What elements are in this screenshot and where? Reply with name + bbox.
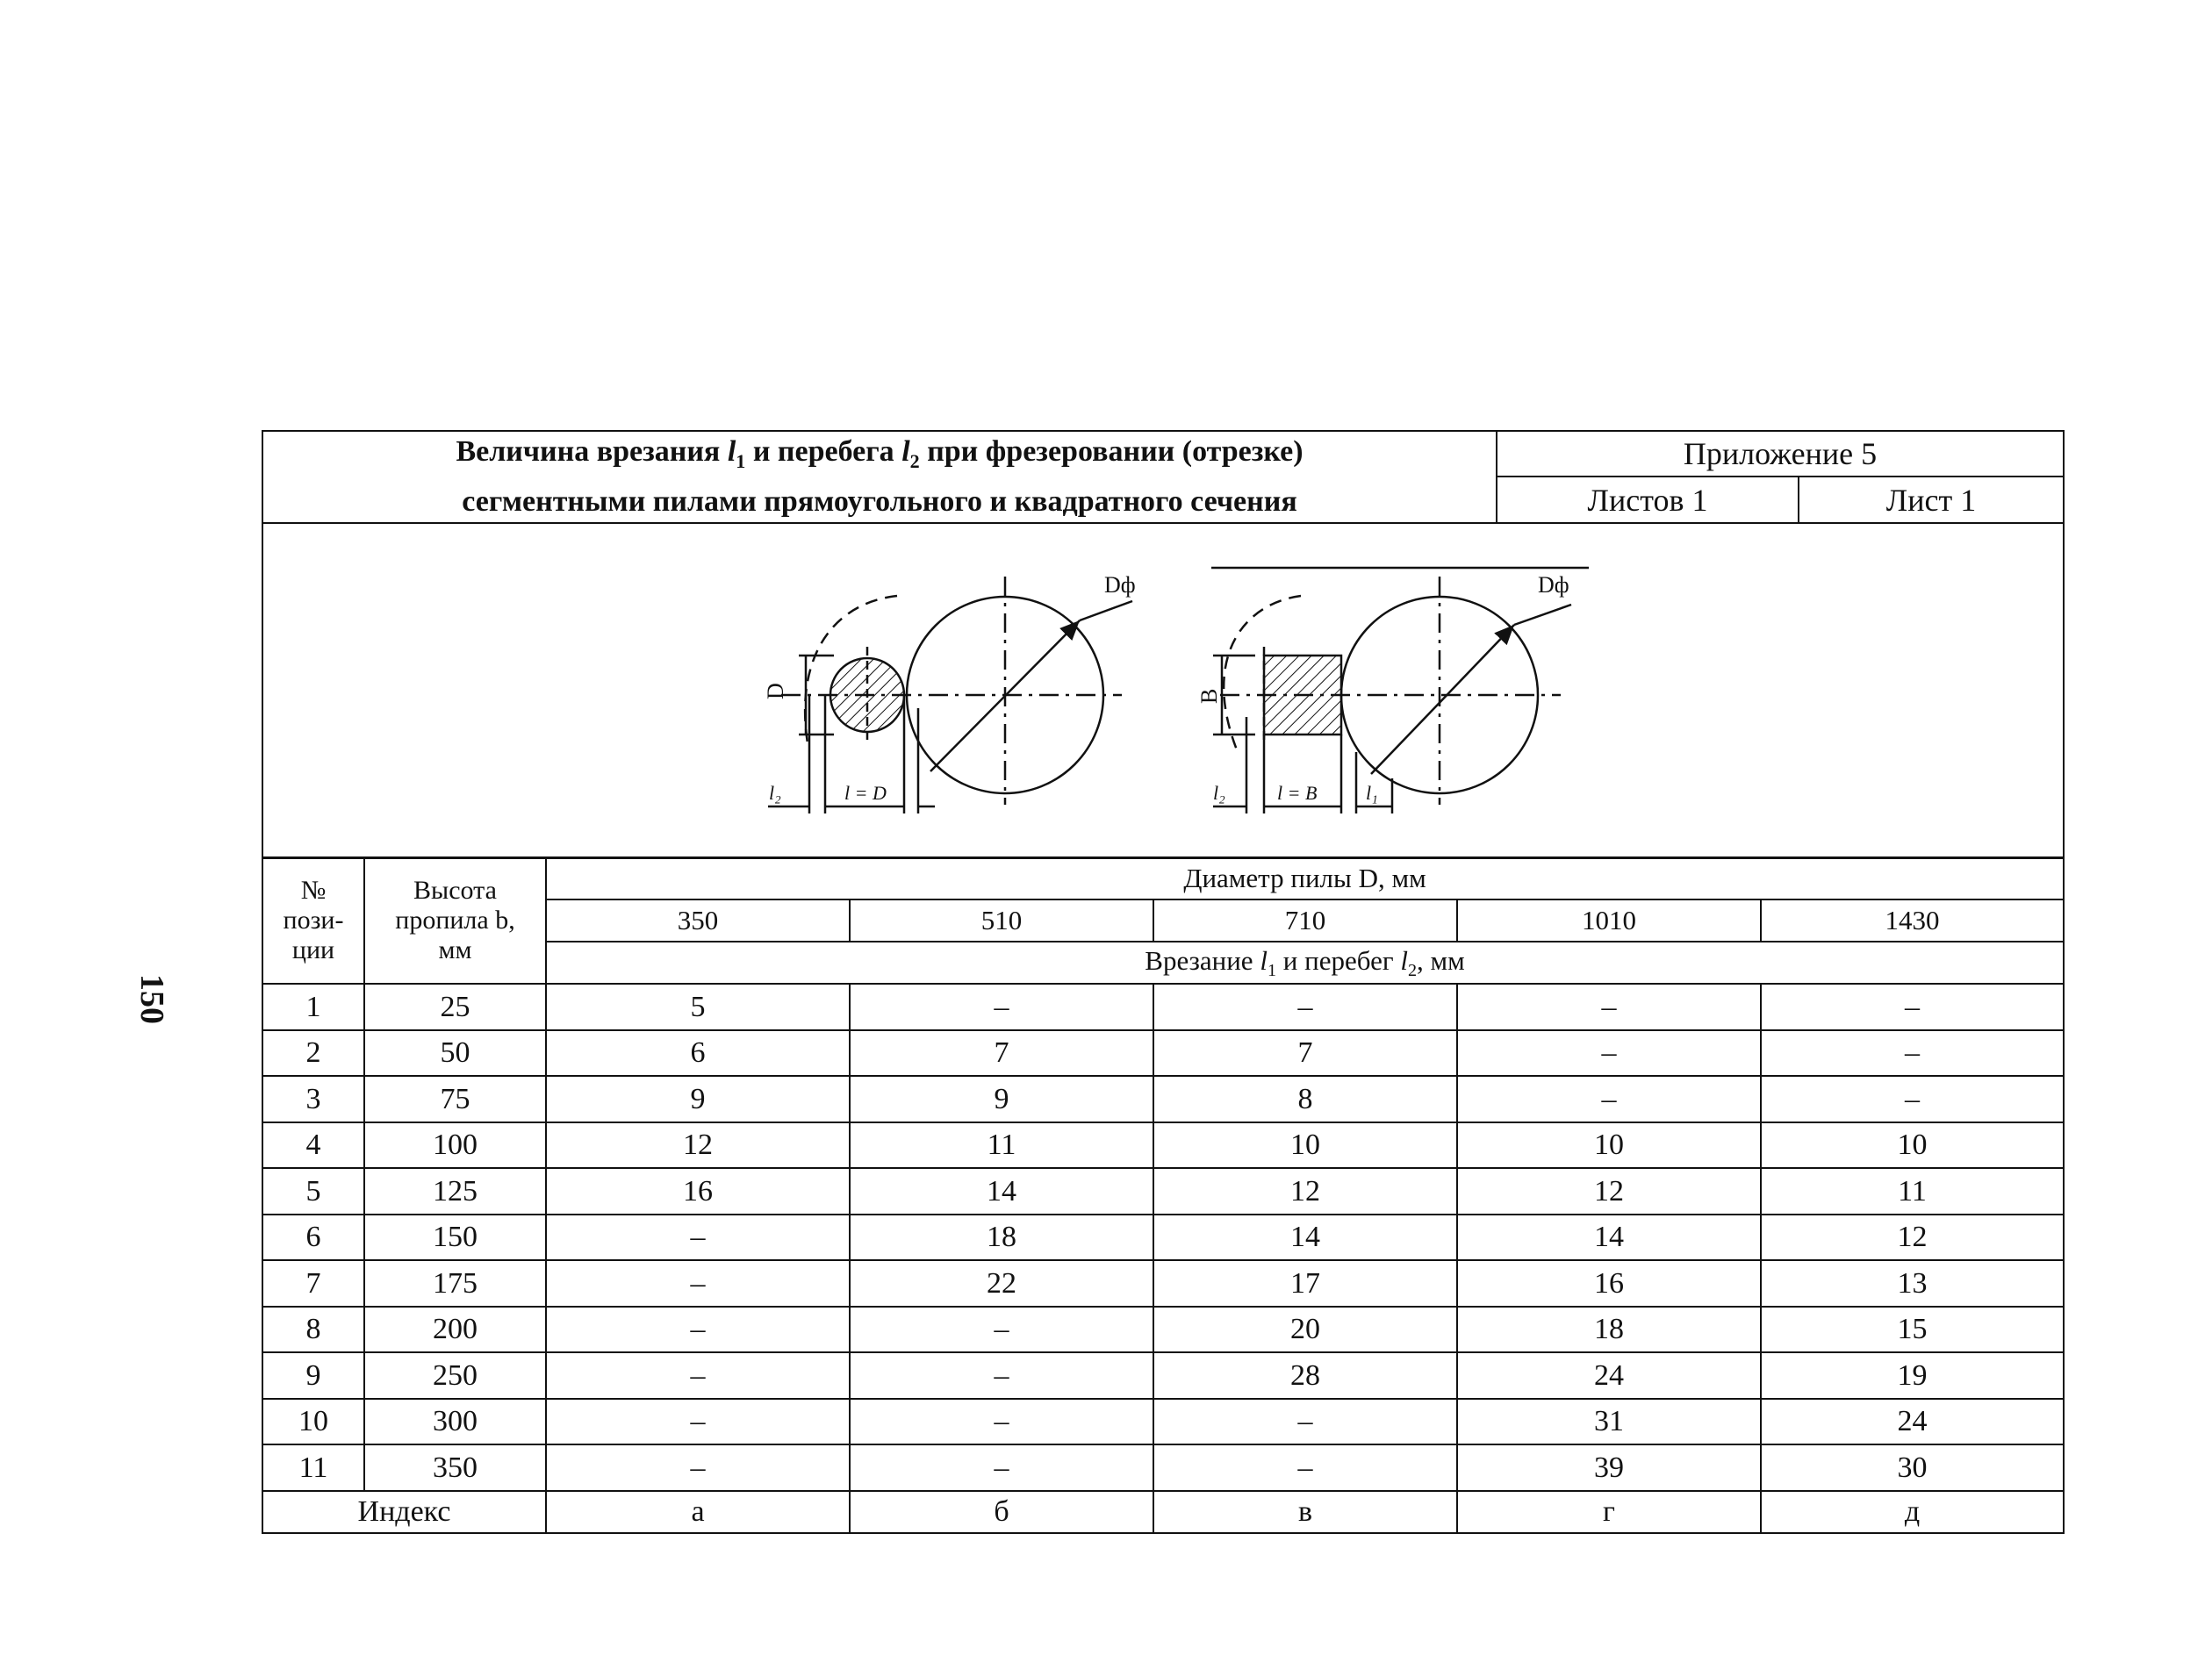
value-cell: – — [1457, 1030, 1761, 1077]
header-entry-overrun: Врезание $l_1$ и перебег $l_2$, мм — [546, 942, 2064, 984]
value-cell: – — [850, 1444, 1153, 1491]
appendix-sheet — [262, 430, 2063, 1534]
cutting-schemes-drawing — [263, 524, 2063, 857]
sheet-number: Лист 1 — [1799, 477, 2064, 522]
value-cell: – — [1457, 1076, 1761, 1122]
height-cell: 25 — [364, 984, 546, 1030]
value-cell: 12 — [1761, 1215, 2064, 1261]
value-cell: 7 — [1153, 1030, 1457, 1077]
index-value: а — [546, 1491, 850, 1533]
value-cell: 24 — [1761, 1399, 2064, 1445]
diameter-value: 1010 — [1457, 899, 1761, 942]
table-row — [262, 1076, 2064, 1122]
position-cell: 3 — [262, 1076, 364, 1122]
position-cell: 11 — [262, 1444, 364, 1491]
height-cell: 50 — [364, 1030, 546, 1077]
label-cutter-diameter-right: Dф — [1538, 571, 1569, 598]
value-cell: 13 — [1761, 1260, 2064, 1307]
scheme-round-workpiece — [768, 577, 1132, 813]
value-cell: 18 — [850, 1215, 1153, 1261]
diameter-value: 350 — [546, 899, 850, 942]
position-cell: 9 — [262, 1352, 364, 1399]
values-table-body — [262, 984, 2064, 1491]
value-cell: 15 — [1761, 1307, 2064, 1353]
value-cell: 8 — [1153, 1076, 1457, 1122]
table-row — [262, 984, 2064, 1030]
value-cell: 17 — [1153, 1260, 1457, 1307]
value-cell: 18 — [1457, 1307, 1761, 1353]
label-l-equals-d: l = D — [844, 781, 887, 804]
value-cell: 12 — [1153, 1168, 1457, 1215]
value-cell: – — [1761, 1030, 2064, 1077]
position-cell: 7 — [262, 1260, 364, 1307]
value-cell: 14 — [1153, 1215, 1457, 1261]
label-diameter-d: D — [763, 683, 788, 699]
value-cell: – — [1457, 984, 1761, 1030]
table-row — [262, 1030, 2064, 1077]
diameter-value: 710 — [1153, 899, 1457, 942]
value-cell: 9 — [546, 1076, 850, 1122]
value-cell: 12 — [546, 1122, 850, 1169]
height-cell: 125 — [364, 1168, 546, 1215]
header-cut-height: Высота пропила b, мм — [364, 857, 546, 984]
value-cell: 16 — [1457, 1260, 1761, 1307]
title-line-2: сегментными пилами прямоугольного и квадратного сечения — [462, 484, 1297, 518]
index-value: б — [850, 1491, 1153, 1533]
position-cell: 4 — [262, 1122, 364, 1169]
height-cell: 350 — [364, 1444, 546, 1491]
index-label: Индекс — [262, 1491, 546, 1533]
height-cell: 150 — [364, 1215, 546, 1261]
height-cell: 75 — [364, 1076, 546, 1122]
drawing-area — [262, 523, 2064, 858]
value-cell: 11 — [1761, 1168, 2064, 1215]
scheme-rect-labels — [1196, 572, 1569, 804]
value-cell: – — [1153, 1444, 1457, 1491]
value-cell: – — [1153, 984, 1457, 1030]
value-cell: 30 — [1761, 1444, 2064, 1491]
value-cell: – — [546, 1352, 850, 1399]
label-width-b: B — [1196, 688, 1222, 704]
value-cell: 28 — [1153, 1352, 1457, 1399]
value-cell: 5 — [546, 984, 850, 1030]
diameter-value: 510 — [850, 899, 1153, 942]
label-l1-right: l₁ — [1366, 781, 1378, 804]
value-cell: – — [850, 1399, 1153, 1445]
value-cell: 31 — [1457, 1399, 1761, 1445]
label-l-equals-b: l = B — [1277, 781, 1318, 804]
value-cell: 39 — [1457, 1444, 1761, 1491]
table-row — [262, 1352, 2064, 1399]
table-row — [262, 1399, 2064, 1445]
value-cell: – — [850, 1352, 1153, 1399]
index-value: д — [1761, 1491, 2064, 1533]
document-title — [262, 431, 1497, 523]
table-row — [262, 1122, 2064, 1169]
value-cell: – — [546, 1444, 850, 1491]
height-cell: 200 — [364, 1307, 546, 1353]
appendix-label: Приложение 5 — [1497, 431, 2064, 477]
value-cell: 7 — [850, 1030, 1153, 1077]
table-row — [262, 1307, 2064, 1353]
position-cell: 2 — [262, 1030, 364, 1077]
value-cell: 10 — [1153, 1122, 1457, 1169]
table-row — [262, 1215, 2064, 1261]
height-cell: 250 — [364, 1352, 546, 1399]
position-cell: 8 — [262, 1307, 364, 1353]
position-cell: 1 — [262, 984, 364, 1030]
index-row — [262, 1491, 2064, 1533]
value-cell: 22 — [850, 1260, 1153, 1307]
page-number: 150 — [133, 974, 170, 1024]
height-cell: 100 — [364, 1122, 546, 1169]
values-table — [262, 856, 2065, 1534]
value-cell: – — [546, 1399, 850, 1445]
height-cell: 300 — [364, 1399, 546, 1445]
diameter-value: 1430 — [1761, 899, 2064, 942]
value-cell: 14 — [850, 1168, 1153, 1215]
value-cell: – — [546, 1215, 850, 1261]
value-cell: 14 — [1457, 1215, 1761, 1261]
header-table — [262, 430, 2065, 859]
title-line-1: Величина врезания $l_1$ и перебега $l_2$ при фрезеровании (отрезке) — [456, 435, 1304, 472]
position-cell: 6 — [262, 1215, 364, 1261]
value-cell: 20 — [1153, 1307, 1457, 1353]
value-cell: – — [546, 1307, 850, 1353]
position-cell: 10 — [262, 1399, 364, 1445]
index-value: в — [1153, 1491, 1457, 1533]
label-l2-left: l₂ — [769, 781, 781, 804]
value-cell: 11 — [850, 1122, 1153, 1169]
position-cell: 5 — [262, 1168, 364, 1215]
scheme-round-labels — [763, 572, 1136, 804]
index-value: г — [1457, 1491, 1761, 1533]
value-cell: 10 — [1457, 1122, 1761, 1169]
scheme-rect-workpiece — [1211, 568, 1589, 813]
value-cell: 6 — [546, 1030, 850, 1077]
label-cutter-diameter-left: Dф — [1104, 571, 1136, 598]
value-cell: 12 — [1457, 1168, 1761, 1215]
table-row — [262, 1444, 2064, 1491]
header-saw-diameter: Диаметр пилы D, мм — [546, 857, 2064, 899]
sheets-total: Листов 1 — [1497, 477, 1799, 522]
value-cell: 16 — [546, 1168, 850, 1215]
header-position: № пози- ции — [262, 857, 364, 984]
value-cell: – — [850, 984, 1153, 1030]
value-cell: – — [1761, 1076, 2064, 1122]
value-cell: 19 — [1761, 1352, 2064, 1399]
value-cell: 10 — [1761, 1122, 2064, 1169]
table-row — [262, 1168, 2064, 1215]
height-cell: 175 — [364, 1260, 546, 1307]
table-row — [262, 1260, 2064, 1307]
label-l2-right: l₂ — [1213, 781, 1225, 804]
value-cell: 9 — [850, 1076, 1153, 1122]
value-cell: – — [850, 1307, 1153, 1353]
value-cell: – — [546, 1260, 850, 1307]
value-cell: 24 — [1457, 1352, 1761, 1399]
value-cell: – — [1761, 984, 2064, 1030]
value-cell: – — [1153, 1399, 1457, 1445]
